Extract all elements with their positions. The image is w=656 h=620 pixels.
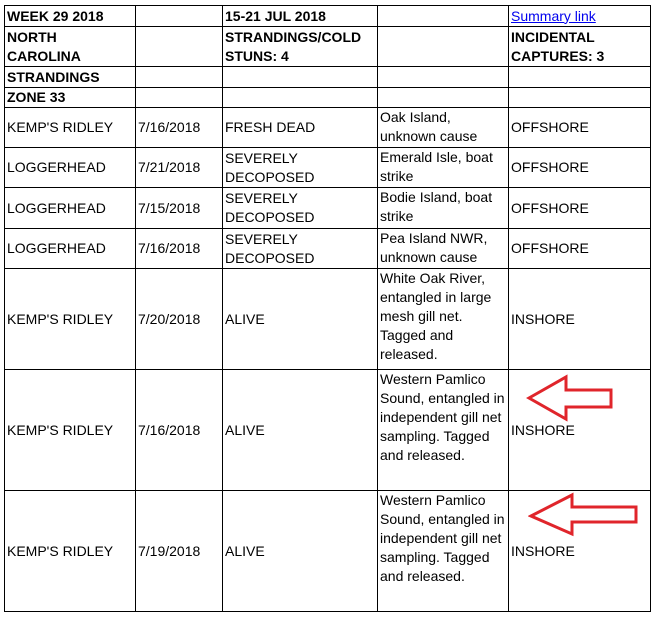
- empty-cell: [136, 6, 223, 27]
- zone-label: ZONE 33: [5, 88, 136, 108]
- condition-cell: ALIVE: [223, 491, 378, 612]
- empty-cell: [509, 88, 651, 108]
- empty-cell: [378, 67, 509, 88]
- location-cell: Western Pamlico Sound, entangled in independent gill net sampling. Tagged and released.: [378, 370, 509, 491]
- table-row: [5, 229, 651, 269]
- date-cell: 7/21/2018: [136, 148, 223, 188]
- section-row: [5, 67, 651, 88]
- header-row-week: [5, 6, 651, 27]
- empty-cell: [509, 67, 651, 88]
- date-cell: 7/16/2018: [136, 108, 223, 148]
- date-cell: 7/15/2018: [136, 188, 223, 229]
- species-cell: LOGGERHEAD: [5, 229, 136, 269]
- species-cell: KEMP'S RIDLEY: [5, 370, 136, 491]
- header-row-state: [5, 27, 651, 67]
- section-label: STRANDINGS: [5, 67, 136, 88]
- week-label: WEEK 29 2018: [5, 6, 136, 27]
- left-arrow-icon: [526, 374, 616, 422]
- area-cell: INSHORE: [509, 491, 651, 612]
- date-cell: 7/16/2018: [136, 370, 223, 491]
- empty-cell: [378, 6, 509, 27]
- empty-cell: [136, 88, 223, 108]
- condition-cell: ALIVE: [223, 370, 378, 491]
- date-cell: 7/20/2018: [136, 269, 223, 370]
- condition-cell: SEVERELY DECOPOSED: [223, 148, 378, 188]
- date-range: 15-21 JUL 2018: [223, 6, 378, 27]
- area-cell: INSHORE: [509, 269, 651, 370]
- table-row: [5, 188, 651, 229]
- empty-cell: [378, 88, 509, 108]
- date-cell: 7/19/2018: [136, 491, 223, 612]
- table-row: [5, 148, 651, 188]
- zone-row: [5, 88, 651, 108]
- empty-cell: [136, 27, 223, 67]
- empty-cell: [136, 67, 223, 88]
- species-cell: KEMP'S RIDLEY: [5, 269, 136, 370]
- species-cell: KEMP'S RIDLEY: [5, 491, 136, 612]
- table-row: [5, 269, 651, 370]
- area-cell: OFFSHORE: [509, 229, 651, 269]
- date-cell: 7/16/2018: [136, 229, 223, 269]
- area-cell: INSHORE: [509, 370, 651, 491]
- location-cell: Western Pamlico Sound, entangled in independent gill net sampling. Tagged and released.: [378, 491, 509, 612]
- state-label: NORTH CAROLINA: [5, 27, 136, 67]
- species-cell: KEMP'S RIDLEY: [5, 108, 136, 148]
- location-cell: White Oak River, entangled in large mesh gill net. Tagged and released.: [378, 269, 509, 370]
- condition-cell: ALIVE: [223, 269, 378, 370]
- summary-link-cell[interactable]: [509, 6, 651, 27]
- incidental-captures-count: INCIDENTAL CAPTURES: 3: [509, 27, 651, 67]
- summary-link[interactable]: Summary link: [511, 7, 596, 24]
- strandings-count: STRANDINGS/COLD STUNS: 4: [223, 27, 378, 67]
- condition-cell: SEVERELY DECOPOSED: [223, 229, 378, 269]
- left-arrow-icon: [528, 492, 640, 538]
- area-cell: OFFSHORE: [509, 188, 651, 229]
- table-row: [5, 108, 651, 148]
- location-cell: Pea Island NWR, unknown cause: [378, 229, 509, 269]
- species-cell: LOGGERHEAD: [5, 188, 136, 229]
- empty-cell: [223, 67, 378, 88]
- area-cell: OFFSHORE: [509, 108, 651, 148]
- condition-cell: FRESH DEAD: [223, 108, 378, 148]
- empty-cell: [223, 88, 378, 108]
- species-cell: LOGGERHEAD: [5, 148, 136, 188]
- location-cell: Oak Island, unknown cause: [378, 108, 509, 148]
- location-cell: Bodie Island, boat strike: [378, 188, 509, 229]
- condition-cell: SEVERELY DECOPOSED: [223, 188, 378, 229]
- area-cell: OFFSHORE: [509, 148, 651, 188]
- empty-cell: [378, 27, 509, 67]
- location-cell: Emerald Isle, boat strike: [378, 148, 509, 188]
